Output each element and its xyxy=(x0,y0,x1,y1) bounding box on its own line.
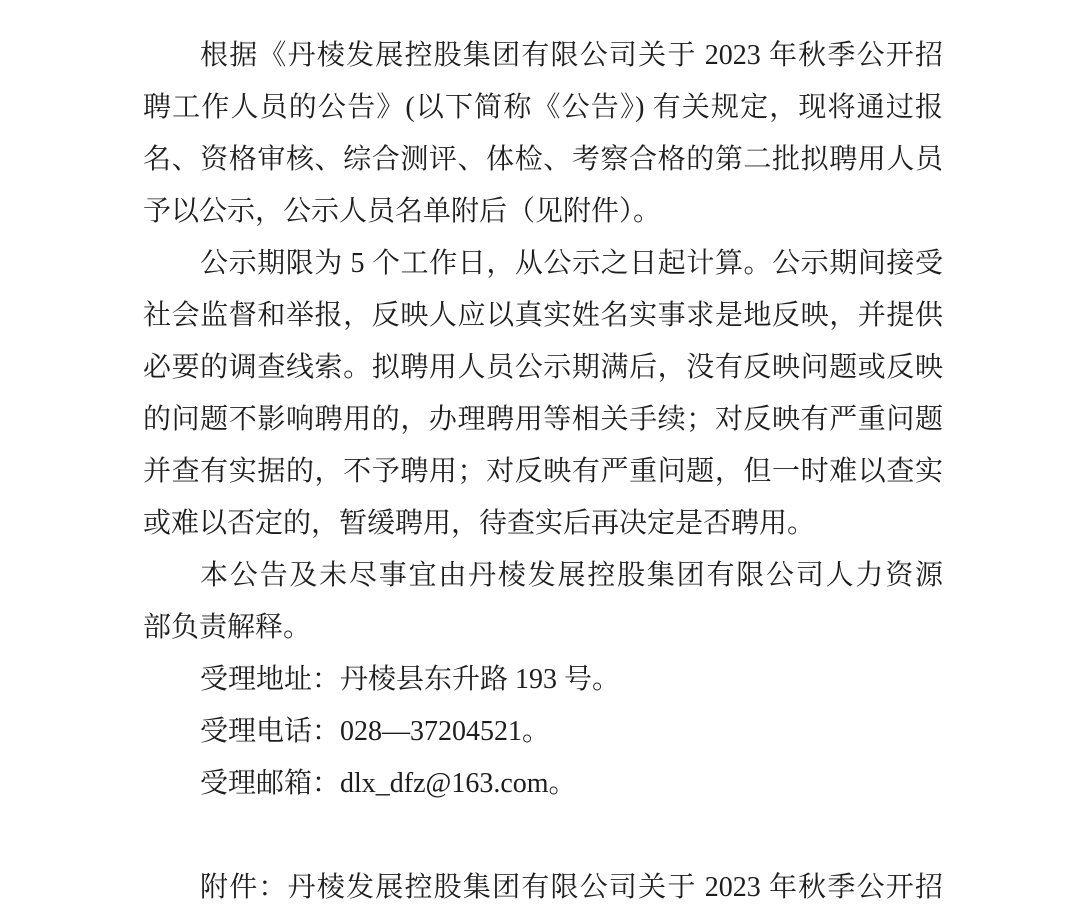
document-line: 聘工作人员的公告》(以下简称《公告》) 有关规定，现将通过报 xyxy=(143,92,943,123)
document-line: 并查有实据的，不予聘用；对反映有严重问题，但一时难以查实 xyxy=(143,456,943,487)
document-line: 部负责解释。 xyxy=(143,612,312,643)
document-line: 受理邮箱：dlx_dfz@163.com。 xyxy=(200,768,577,799)
document-line: 受理电话：028—37204521。 xyxy=(200,716,551,747)
document-line: 根据《丹棱发展控股集团有限公司关于 2023 年秋季公开招 xyxy=(200,40,943,71)
document-line: 或难以否定的，暂缓聘用，待查实后再决定是否聘用。 xyxy=(143,508,816,539)
document-line: 受理地址：丹棱县东升路 193 号。 xyxy=(200,664,621,695)
document-line: 予以公示，公示人员名单附后（见附件）。 xyxy=(143,196,662,227)
document-line: 名、资格审核、综合测评、体检、考察合格的第二批拟聘用人员 xyxy=(143,144,943,175)
document-line: 必要的调查线索。拟聘用人员公示期满后，没有反映问题或反映 xyxy=(143,352,943,383)
document-line: 附件：丹棱发展控股集团有限公司关于 2023 年秋季公开招 xyxy=(200,872,943,903)
document-body xyxy=(143,30,943,910)
document-line: 公示期限为 5 个工作日，从公示之日起计算。公示期间接受 xyxy=(200,248,943,279)
document-line: 社会监督和举报，反映人应以真实姓名实事求是地反映，并提供 xyxy=(143,300,943,331)
document-line: 的问题不影响聘用的，办理聘用等相关手续；对反映有严重问题 xyxy=(143,404,943,435)
document-blank-line xyxy=(143,810,943,862)
document-line: 本公告及未尽事宜由丹棱发展控股集团有限公司人力资源 xyxy=(200,560,943,591)
